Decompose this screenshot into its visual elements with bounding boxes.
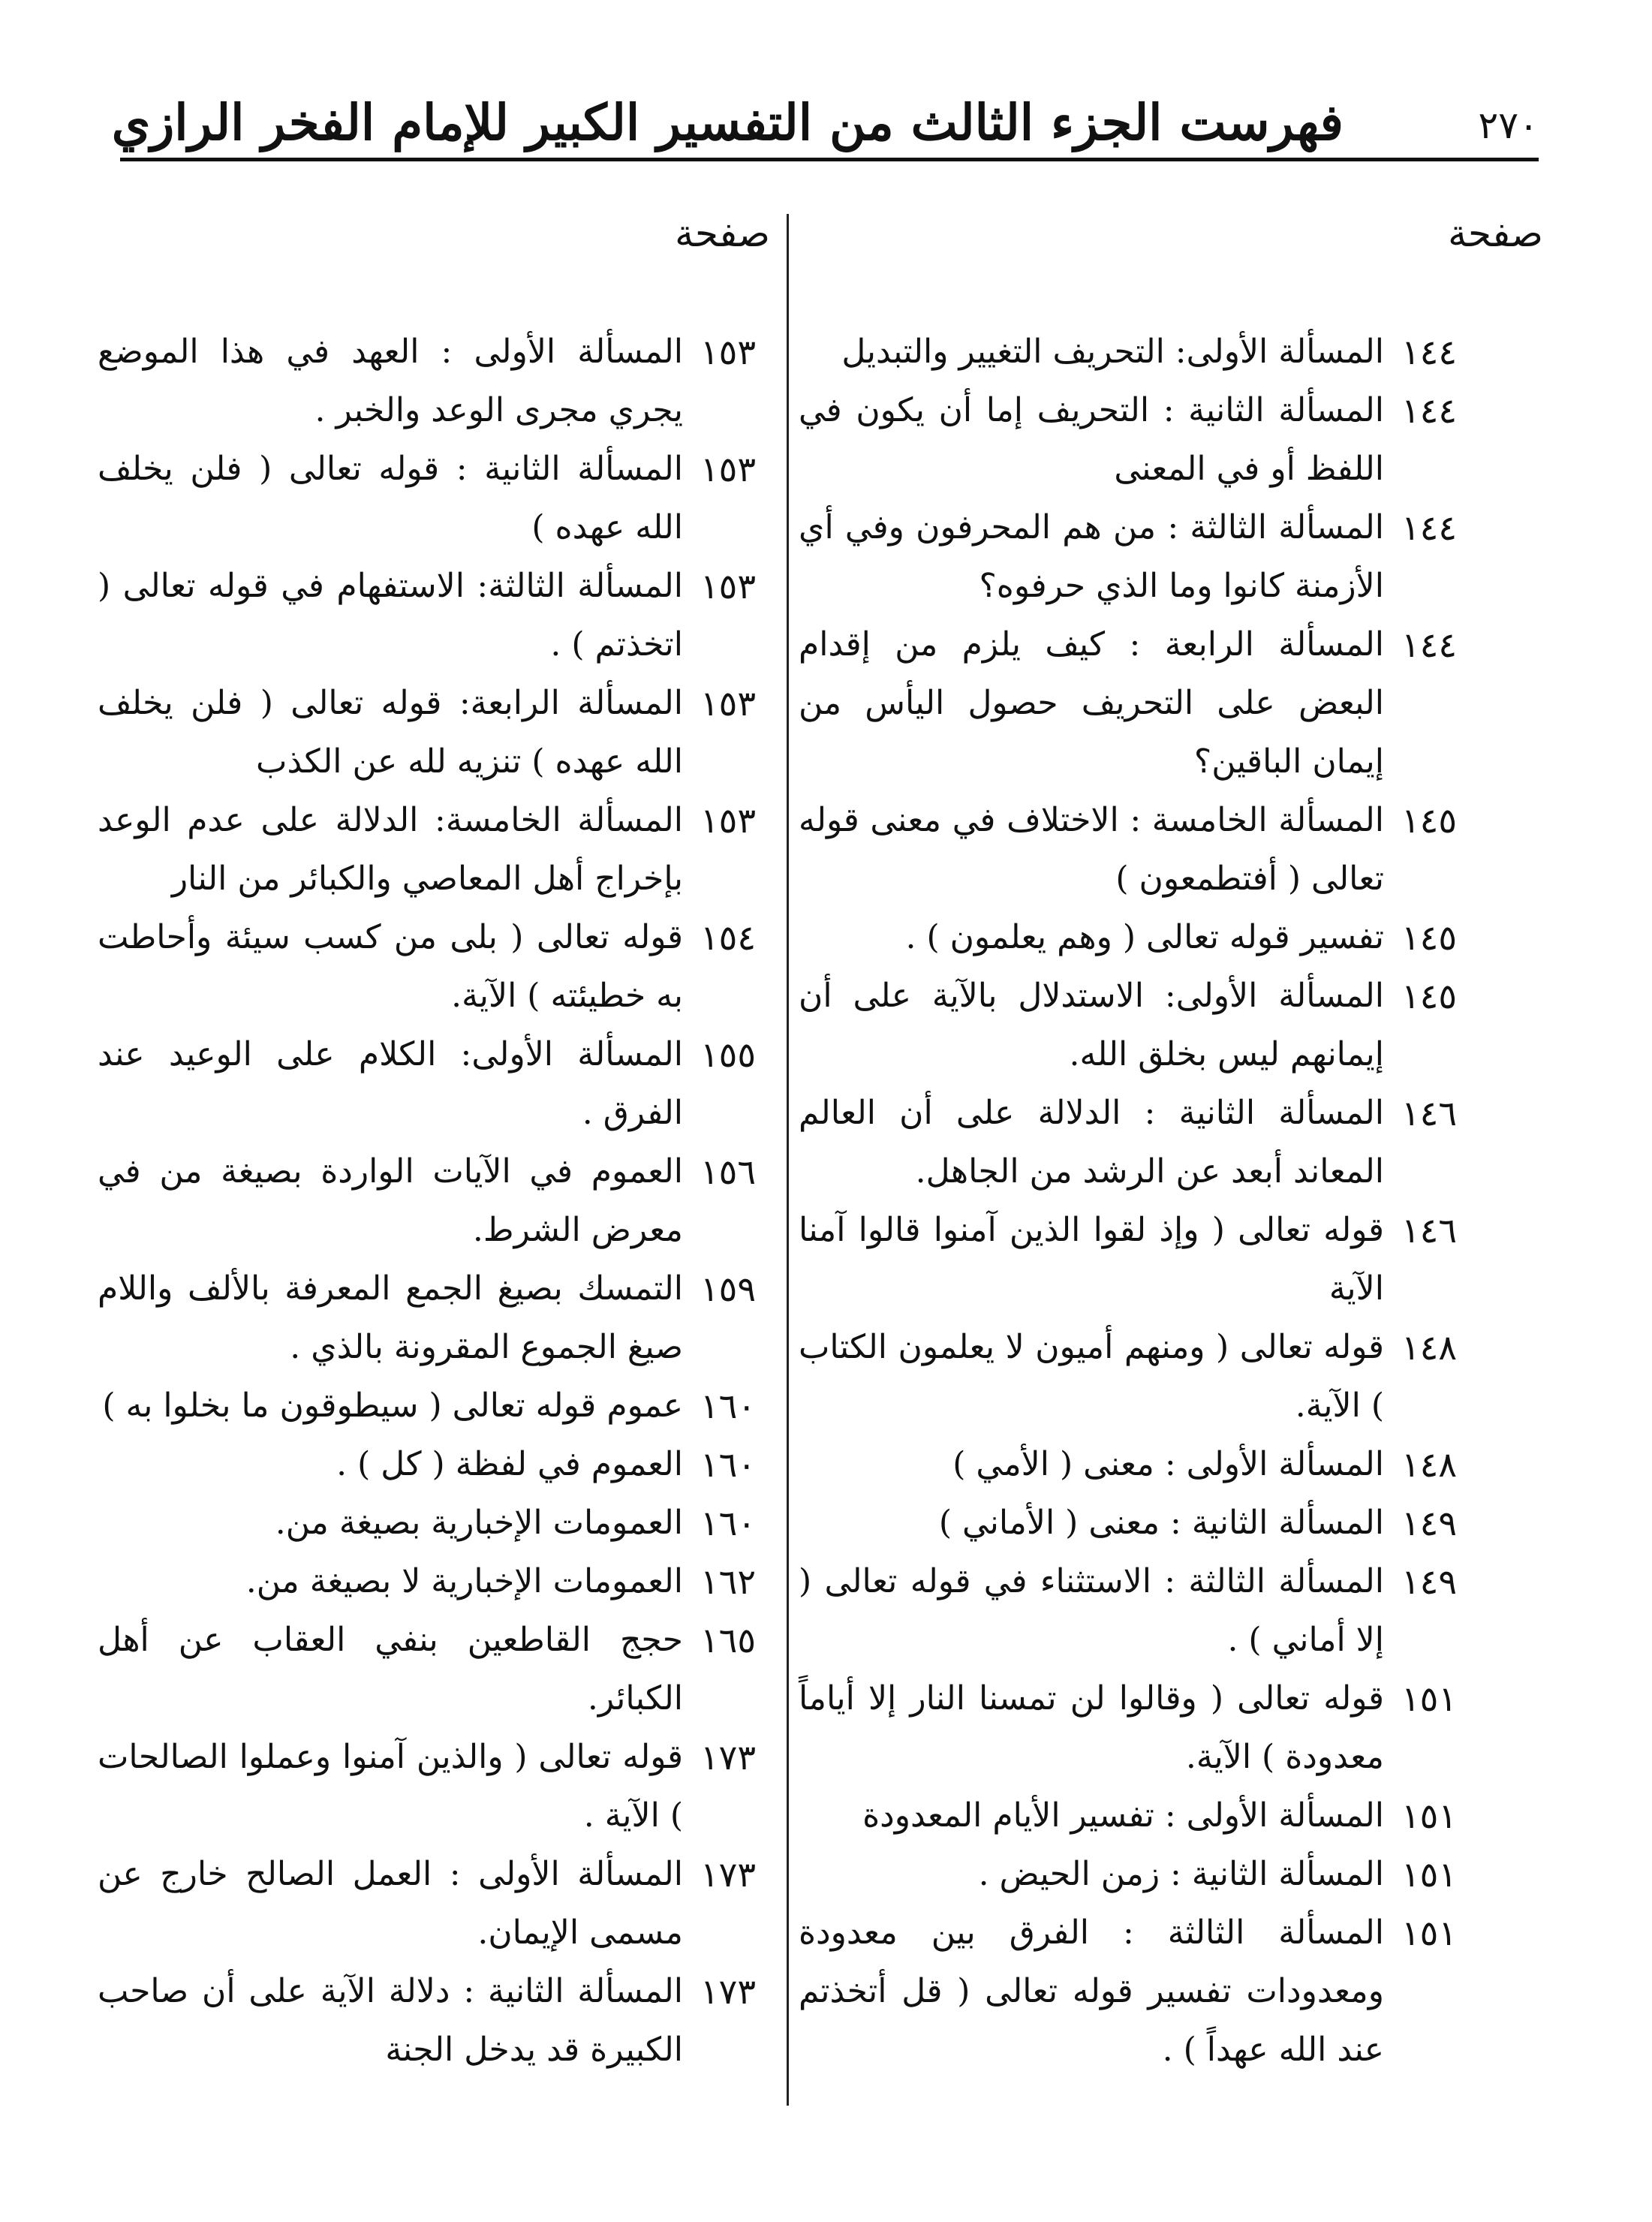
entry-page-number: ١٥٣ <box>700 566 757 607</box>
entry-page-number: ١٤٨ <box>1401 1327 1458 1368</box>
entry-page-number: ١٥٣ <box>700 683 757 724</box>
index-entry <box>98 1025 773 1143</box>
entry-title: التمسك بصيغ الجمع المعرفة بالألف واللام صيغ الجموع المقرونة بالذي . <box>98 1269 683 1366</box>
entry-title: المسألة الأولى : تفسير الأيام المعدودة <box>862 1796 1384 1835</box>
header-rule <box>120 158 1539 161</box>
entry-title: المسألة الثالثة : الفرق بين معدودة ومعدودات تفسير قوله تعالى ( قل أتخذتم عند الله عهداً ) . <box>799 1913 1384 2069</box>
entry-page-number: ١٤٤ <box>1401 332 1458 372</box>
entry-page-number: ١٧٣ <box>700 1971 757 2012</box>
entry-title: المسألة الأولى : العمل الصالح خارج عن مسمى الإيمان. <box>98 1855 683 1952</box>
entry-page-number: ١٤٥ <box>1401 976 1458 1016</box>
entry-page-number: ١٤٤ <box>1401 507 1458 548</box>
entry-page-number: ١٥١ <box>1401 1679 1458 1719</box>
entry-title: عموم قوله تعالى ( سيطوقون ما بخلوا به ) <box>102 1386 683 1425</box>
entry-title: المسألة الرابعة : كيف يلزم من إقدام البعض على التحريف حصول اليأس من إيمان الباقين؟ <box>799 625 1384 781</box>
index-entry <box>799 791 1474 908</box>
index-entry <box>98 1611 773 1728</box>
entry-page-number: ١٤٦ <box>1401 1210 1458 1251</box>
index-entry <box>98 674 773 791</box>
index-entry <box>799 1670 1474 1787</box>
entry-title: حجج القاطعين بنفي العقاب عن أهل الكبائر. <box>98 1621 683 1718</box>
entry-page-number: ١٤٤ <box>1401 390 1458 431</box>
index-entry <box>799 323 1474 381</box>
left-column-header: صفحة <box>675 212 770 255</box>
entry-title: المسألة الثانية : زمن الحيض . <box>978 1855 1384 1893</box>
entry-title: المسألة الثانية : معنى ( الأماني ) <box>938 1504 1384 1542</box>
entry-page-number: ١٦٥ <box>700 1620 757 1660</box>
entry-title: المسألة الثانية : التحريف إما أن يكون في اللفظ أو في المعنى <box>799 391 1384 488</box>
entry-page-number: ١٥٤ <box>700 917 757 958</box>
column-divider <box>787 214 789 2106</box>
entry-title: المسألة الثانية : قوله تعالى ( فلن يخلف الله عهده ) <box>98 450 683 546</box>
index-entry <box>98 440 773 557</box>
entry-title: المسألة الخامسة: الدلالة على عدم الوعد بإخراج أهل المعاصي والكبائر من النار <box>98 801 683 898</box>
entry-title: المسألة الأولى: التحريف التغيير والتبديل <box>841 333 1384 371</box>
entry-page-number: ١٦٢ <box>700 1561 757 1602</box>
entry-page-number: ١٥١ <box>1401 1796 1458 1836</box>
entry-title: المسألة الثانية : الدلالة على أن العالم المعاند أبعد عن الرشد من الجاهل. <box>799 1094 1384 1191</box>
entry-page-number: ١٥٩ <box>700 1269 757 1309</box>
entry-page-number: ١٤٩ <box>1401 1561 1458 1602</box>
index-entry <box>98 557 773 674</box>
entry-page-number: ١٤٥ <box>1401 917 1458 958</box>
entry-title: العموم في لفظة ( كل ) . <box>336 1445 683 1483</box>
entry-page-number: ١٤٨ <box>1401 1444 1458 1485</box>
index-entry <box>98 1845 773 1962</box>
index-entry <box>98 323 773 440</box>
entry-page-number: ١٤٥ <box>1401 800 1458 841</box>
index-entry <box>98 1260 773 1377</box>
index-entry <box>799 967 1474 1084</box>
entry-page-number: ١٦٠ <box>700 1503 757 1543</box>
index-entry <box>799 1845 1474 1904</box>
entry-title: المسألة الرابعة: قوله تعالى ( فلن يخلف الله عهده ) تنزيه لله عن الكذب <box>98 684 683 781</box>
entry-title: قوله تعالى ( ومنهم أميون لا يعلمون الكتاب ) الآية. <box>799 1328 1384 1425</box>
index-entry <box>98 1962 773 2079</box>
index-entry <box>799 616 1474 791</box>
page-number: ٢٧٠ <box>1478 104 1539 147</box>
index-entry <box>98 1728 773 1845</box>
index-entry <box>98 1377 773 1435</box>
index-entry <box>799 1084 1474 1201</box>
index-entry <box>799 1787 1474 1845</box>
index-entry <box>98 791 773 908</box>
index-entry <box>98 908 773 1025</box>
entry-title: العموم في الآيات الواردة بصيغة من في معرض الشرط. <box>98 1152 683 1249</box>
entry-page-number: ١٥١ <box>1401 1913 1458 1953</box>
index-entry <box>98 1143 773 1260</box>
index-entry <box>799 1201 1474 1318</box>
entry-title: المسألة الثانية : دلالة الآية على أن صاحب الكبيرة قد يدخل الجنة <box>98 1972 683 2069</box>
index-entry <box>799 498 1474 616</box>
entry-page-number: ١٦٠ <box>700 1386 757 1426</box>
entry-title: المسألة الأولى : معنى ( الأمي ) <box>952 1445 1384 1483</box>
entry-title: المسألة الأولى : العهد في هذا الموضع يجري مجرى الوعد والخبر . <box>98 333 683 429</box>
entry-title: المسألة الثالثة: الاستفهام في قوله تعالى ( اتخذتم ) . <box>98 567 683 664</box>
page-title: فهرست الجزء الثالث من التفسير الكبير للإمام الفخر الرازي <box>111 93 1344 152</box>
entry-page-number: ١٥٦ <box>700 1152 757 1192</box>
entry-page-number: ١٧٣ <box>700 1737 757 1778</box>
entry-page-number: ١٥٥ <box>700 1034 757 1075</box>
entry-page-number: ١٥٣ <box>700 332 757 372</box>
index-entry <box>799 1435 1474 1494</box>
entry-title: قوله تعالى ( بلى من كسب سيئة وأحاطت به خطيئته ) الآية. <box>98 918 683 1015</box>
entry-title: المسألة الثالثة : من هم المحرفون وفي أي الأزمنة كانوا وما الذي حرفوه؟ <box>799 508 1384 605</box>
right-column <box>799 323 1474 2079</box>
entry-page-number: ١٥١ <box>1401 1854 1458 1895</box>
entry-page-number: ١٤٩ <box>1401 1503 1458 1543</box>
index-entry <box>98 1552 773 1611</box>
index-entry <box>799 1318 1474 1435</box>
entry-page-number: ١٥٣ <box>700 449 757 489</box>
entry-title: قوله تعالى ( وإذ لقوا الذين آمنوا قالوا آمنا الآية <box>799 1211 1384 1308</box>
entry-title: العمومات الإخبارية بصيغة من. <box>275 1504 683 1542</box>
index-entry <box>799 1552 1474 1670</box>
entry-title: المسألة الثالثة : الاستثناء في قوله تعالى ( إلا أماني ) . <box>799 1562 1384 1659</box>
left-column <box>98 323 773 2079</box>
entry-page-number: ١٤٤ <box>1401 625 1458 665</box>
page-header <box>111 89 1539 156</box>
entry-title: قوله تعالى ( والذين آمنوا وعملوا الصالحات ) الآية . <box>98 1738 683 1835</box>
index-entry <box>799 1494 1474 1552</box>
entry-title: العمومات الإخبارية لا بصيغة من. <box>245 1562 683 1600</box>
index-entry <box>98 1494 773 1552</box>
entry-page-number: ١٧٣ <box>700 1854 757 1895</box>
entry-page-number: ١٥٣ <box>700 800 757 841</box>
index-entry <box>98 1435 773 1494</box>
index-entry <box>799 908 1474 967</box>
entry-page-number: ١٤٦ <box>1401 1093 1458 1134</box>
right-column-header: صفحة <box>1448 212 1543 255</box>
index-entry <box>799 1904 1474 2079</box>
index-entry <box>799 381 1474 498</box>
entry-title: تفسير قوله تعالى ( وهم يعلمون ) . <box>905 918 1384 956</box>
entry-title: المسألة الأولى: الكلام على الوعيد عند الفرق . <box>98 1035 683 1132</box>
entry-title: المسألة الخامسة : الاختلاف في معنى قوله تعالى ( أفتطمعون ) <box>799 801 1384 898</box>
entry-page-number: ١٦٠ <box>700 1444 757 1485</box>
entry-title: المسألة الأولى: الاستدلال بالآية على أن إيمانهم ليس بخلق الله. <box>799 977 1384 1073</box>
entry-title: قوله تعالى ( وقالوا لن تمسنا النار إلا أياماً معدودة ) الآية. <box>799 1679 1384 1776</box>
